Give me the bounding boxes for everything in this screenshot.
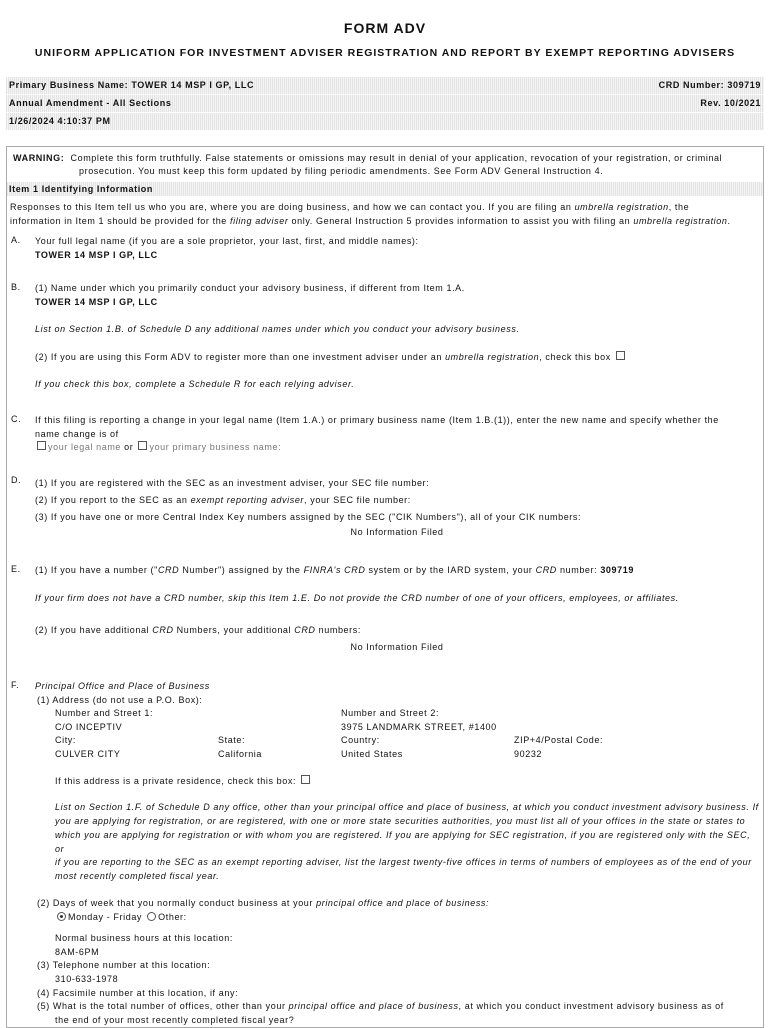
warning-label: WARNING: — [13, 153, 65, 163]
q-text: (2) If you have additional — [35, 625, 153, 636]
header-row-business — [6, 77, 764, 95]
question-f5-cont: the end of your most recently completed fiscal year? — [55, 1014, 295, 1025]
question-b1: (1) Name under which you primarily conduct your advisory business, if different from Item 1.A. — [35, 283, 465, 293]
business-name-value: TOWER 14 MSP I GP, LLC — [35, 296, 158, 307]
q-term: CRD — [157, 565, 180, 575]
days-options — [55, 911, 759, 925]
question-d3: (3) If you have one or more Central Index Key numbers assigned by the SEC ("CIK Numbers"), all of your CIK numbers: — [35, 512, 582, 522]
or-text: or — [124, 442, 134, 453]
amendment-type: Annual Amendment - All Sections — [9, 98, 172, 108]
monday-friday-label: Monday - Friday — [68, 911, 143, 922]
hours-label: Normal business hours at this location: — [55, 933, 233, 944]
intro-text: Responses to this Item tell us who you are, where you are doing business, and how we can contact you. If you are filing an — [10, 202, 575, 212]
q-text: , your SEC file number: — [304, 495, 411, 505]
intro-text: , the — [668, 202, 690, 212]
q-text: Numbers, your additional — [173, 625, 295, 636]
name-change-options — [35, 441, 759, 455]
legal-name-value: TOWER 14 MSP I GP, LLC — [35, 249, 158, 260]
umbrella-checkbox[interactable] — [616, 351, 625, 360]
city-value: CULVER CITY — [55, 748, 121, 759]
warning-text-2: prosecution. You must keep this form updated by filing periodic amendments. See Form ADV General Instruction 4. — [79, 166, 604, 176]
street1-label: Number and Street 1: — [55, 708, 154, 719]
state-label: State: — [218, 735, 246, 746]
note-f1 — [55, 801, 759, 884]
warning-block — [7, 147, 763, 178]
legal-name-option-label: your legal name — [48, 442, 122, 453]
crd-number: CRD Number: 309719 — [658, 80, 761, 90]
intro-text: only. General Instruction 5 provides information to assist you with filing an — [288, 215, 634, 226]
crd-number-value: 309719 — [600, 565, 634, 575]
question-f2 — [37, 897, 759, 911]
q-text: (5) What is the total number of offices, other than your — [37, 1001, 289, 1012]
form-subtitle: UNIFORM APPLICATION FOR INVESTMENT ADVISER REGISTRATION AND REPORT BY EXEMPT REPORTING ADVISERS — [34, 47, 736, 59]
business-name-option-label: your primary business name: — [149, 442, 282, 453]
note-line: if you are reporting to the SEC as an exempt reporting adviser, list the largest twenty-five offices in terms of numbers of employees as of the end of your — [55, 857, 752, 868]
zip-label: ZIP+4/Postal Code: — [514, 735, 604, 746]
section-letter: C. — [11, 414, 22, 424]
warning-text-1: Complete this form truthfully. False statements or omissions may result in denial of your application, revocation of your registration, or criminal — [70, 153, 723, 163]
phone-value: 310-633-1978 — [55, 973, 119, 984]
section-letter: F. — [11, 680, 20, 690]
primary-business-name: Primary Business Name: TOWER 14 MSP I GP, LLC — [9, 80, 255, 90]
note-line: List on Section 1.F. of Schedule D any office, other than your principal office and place of business, at which you conduct investment advisory business. If — [55, 802, 759, 813]
private-residence-checkbox[interactable] — [301, 775, 310, 784]
timestamp: 1/26/2024 4:10:37 PM — [9, 116, 111, 126]
other-days-radio[interactable] — [147, 912, 156, 921]
question-d1: (1) If you are registered with the SEC as an investment adviser, your SEC file number: — [35, 478, 430, 488]
legal-name-checkbox[interactable] — [37, 441, 46, 450]
section-letter: E. — [11, 564, 21, 574]
business-name-checkbox[interactable] — [138, 441, 147, 450]
private-residence-label: If this address is a private residence, check this box: — [55, 775, 297, 786]
question-d2 — [35, 492, 759, 509]
principal-office-title: Principal Office and Place of Business — [35, 681, 210, 691]
note-b2: If you check this box, complete a Schedule R for each relying adviser. — [35, 379, 355, 390]
question-f5 — [37, 1000, 759, 1014]
address-grid — [55, 707, 759, 761]
header-row-amendment — [6, 95, 764, 113]
question-e2 — [35, 624, 759, 638]
intro-text: information in Item 1 should be provided for the — [10, 215, 231, 226]
note-e: If your firm does not have a CRD number, skip this Item 1.E. Do not provide the CRD number of one of your officers, employees, or affiliates. — [35, 592, 679, 603]
q-term: umbrella registration — [445, 351, 540, 362]
note-line: which you are applying for registration or with whom you are registered. If you are applying for SEC registration, if you are registered only with the SEC, or — [55, 829, 751, 854]
note-line: you are applying for registration, or are registered, with one or more state securities authorities, you must list all of your offices in the state or states to — [55, 815, 746, 826]
zip-value: 90232 — [514, 748, 543, 759]
hours-value: 8AM-6PM — [55, 946, 100, 957]
state-value: California — [218, 748, 263, 759]
note-line: most recently completed fiscal year. — [55, 871, 220, 882]
revision: Rev. 10/2021 — [700, 98, 761, 108]
street2-label: Number and Street 2: — [341, 708, 440, 719]
q-text: (2) If you are using this Form ADV to register more than one investment adviser under an — [35, 351, 446, 362]
question-f1: (1) Address (do not use a P.O. Box): — [37, 694, 203, 705]
question-f4: (4) Facsimile number at this location, if any: — [37, 987, 239, 998]
monday-friday-radio[interactable] — [57, 912, 66, 921]
intro-term: umbrella registration — [633, 215, 728, 226]
q-text: , at which you conduct investment advisory business as of — [458, 1001, 724, 1012]
question-e1 — [35, 564, 759, 578]
cik-none-filed: No Information Filed — [350, 527, 444, 537]
street1-value: C/O INCEPTIV — [55, 721, 123, 732]
q-text: (2) If you report to the SEC as an — [35, 495, 191, 505]
private-residence-row — [55, 775, 759, 789]
q-term: FINRA's CRD — [303, 565, 366, 575]
intro-term: umbrella registration — [574, 202, 669, 212]
q-term: principal office and place of business: — [316, 897, 490, 908]
note-b1: List on Section 1.B. of Schedule D any additional names under which you conduct your advisory business. — [35, 324, 520, 335]
q-text: numbers: — [315, 625, 361, 636]
question-c1: If this filing is reporting a change in your legal name (Item 1.A.) or primary business name (Item 1.B.(1)), enter the new name and specify whether the — [35, 415, 719, 425]
country-value: United States — [341, 748, 403, 759]
q-term: exempt reporting adviser — [190, 495, 305, 505]
country-label: Country: — [341, 735, 380, 746]
q-text: , check this box — [539, 351, 611, 362]
section-letter: D. — [11, 475, 22, 485]
q-text: (2) Days of week that you normally conduct business at your — [37, 897, 317, 908]
form-content-box — [6, 146, 764, 1028]
other-days-label: Other: — [158, 911, 187, 922]
q-term: CRD — [535, 565, 557, 575]
q-text: system or by the IARD system, your — [365, 565, 536, 575]
city-label: City: — [55, 735, 76, 746]
section-letter: A. — [11, 235, 21, 245]
item1-intro — [7, 196, 763, 228]
q-text: (1) If you have a number (" — [35, 565, 158, 575]
header-band — [6, 77, 764, 131]
header-row-timestamp — [6, 113, 764, 131]
question-a: Your full legal name (if you are a sole proprietor, your last, first, and middle names): — [35, 236, 419, 246]
intro-text: . — [727, 215, 731, 226]
q-text: number: — [556, 565, 601, 575]
question-f3: (3) Telephone number at this location: — [37, 960, 211, 971]
q-term: CRD — [294, 625, 316, 636]
intro-term: filing adviser — [230, 215, 289, 226]
q-text: Number") assigned by the — [179, 565, 304, 575]
crd-none-filed: No Information Filed — [350, 641, 444, 652]
question-c2: name change is of — [35, 428, 119, 439]
item1-heading: Item 1 Identifying Information — [7, 182, 763, 196]
section-letter: B. — [11, 282, 21, 292]
q-term: CRD — [152, 625, 174, 636]
street2-value: 3975 LANDMARK STREET, #1400 — [341, 721, 497, 732]
question-b2 — [35, 351, 759, 365]
q-term: principal office and place of business — [288, 1001, 459, 1012]
form-title: FORM ADV — [343, 20, 427, 36]
